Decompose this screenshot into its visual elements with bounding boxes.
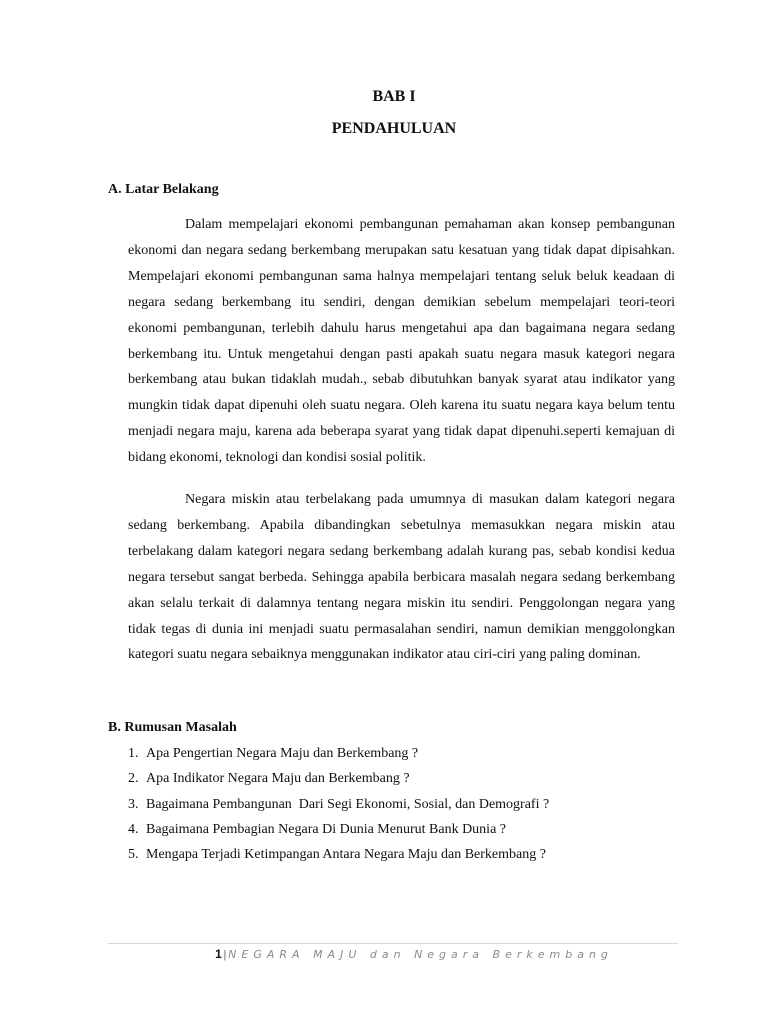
list-item-number: 3. <box>128 796 139 812</box>
running-title: NEGARA MAJU dan Negara Berkembang <box>228 948 613 961</box>
list-item-number: 4. <box>128 821 139 837</box>
list-item-text: Bagaimana Pembagian Negara Di Dunia Menurut Bank Dunia ? <box>146 821 507 837</box>
list-item <box>128 766 675 791</box>
list-item <box>128 817 675 842</box>
footer-divider <box>108 943 678 944</box>
list-item <box>128 792 675 817</box>
section-a-heading: A. Latar Belakang <box>108 182 219 197</box>
chapter-title: PENDAHULUAN <box>331 120 457 137</box>
problem-list <box>128 741 675 867</box>
page-number: 1 <box>215 947 222 961</box>
list-item-number: 5. <box>128 847 139 863</box>
list-item-text: Apa Pengertian Negara Maju dan Berkembang ? <box>146 746 419 761</box>
list-item-text: Mengapa Terjadi Ketimpangan Antara Negara Maju dan Berkembang ? <box>146 847 546 863</box>
page-footer <box>0 947 768 962</box>
list-item-text: Apa Indikator Negara Maju dan Berkembang ? <box>146 771 410 787</box>
chapter-number: BAB I <box>372 88 416 105</box>
list-item-number: 2. <box>128 771 139 787</box>
section-b-heading: B. Rumusan Masalah <box>108 720 237 735</box>
paragraph-1: Dalam mempelajari ekonomi pembangunan pemahaman akan konsep pembangunan ekonomi dan negara sedang berkembang merupakan satu kesatuan yang tidak dapat dipisahkan. Mempelajari ekonomi pembangunan sama halnya mempelajari tentang seluk beluk keadaan di negara sedang berkembang itu sendiri, dengan demikian sebelum mempelajari teori-teori ekonomi pembangunan, terlebih dahulu harus mengetahui apa dan bagaimana negara sedang berkembang itu. Untuk mengetahui dengan pasti apakah suatu negara masuk kategori negara berkembang atau bukan tidaklah mudah., sebab dibutuhkan banyak syarat atau indikator yang mungkin tidak dapat dipenuhi oleh suatu negara. Oleh karena itu suatu negara kaya belum tentu menjadi negara maju, karena ada beberapa syarat yang tidak dapat dipenuhi.seperti kemajuan di bidang ekonomi, teknologi dan kondisi sosial politik. <box>128 217 675 466</box>
list-item <box>128 741 675 766</box>
paragraph-2: Negara miskin atau terbelakang pada umumnya di masukan dalam kategori negara sedang berkembang. Apabila dibandingkan sebetulnya memasukkan negara miskin atau terbelakang dalam kategori negara sedang berkembang adalah kurang pas, sebab kondisi kedua negara tersebut sangat berbeda. Sehingga apabila berbicara masalah negara sedang berkembang akan selalu terkait di dalamnya tentang negara miskin itu sendiri. Penggolongan negara yang tidak tegas di dunia ini menjadi suatu permasalahan sendiri, namun demikian menggolongkan kategori suatu negara sebaiknya menggunakan indikator atau ciri-ciri yang paling dominan. <box>128 492 675 663</box>
list-item <box>128 842 675 867</box>
footer-separator: | <box>223 947 227 961</box>
list-item-text: Bagaimana Pembangunan Dari Segi Ekonomi, Sosial, dan Demografi ? <box>146 796 550 812</box>
list-item-number: 1. <box>128 746 139 761</box>
